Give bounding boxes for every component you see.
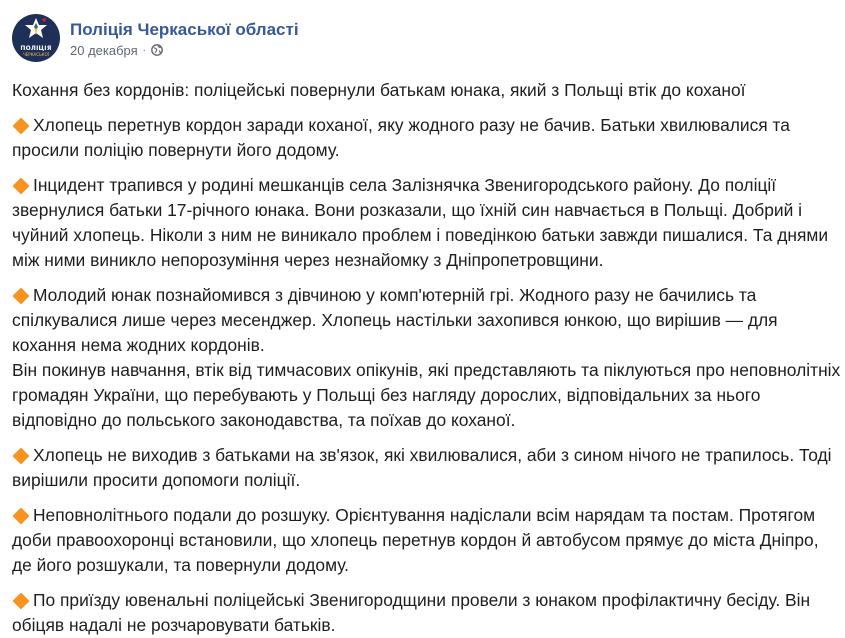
post-text	[0, 66, 845, 638]
line-text: Неповнолітнього подали до розшуку. Орієнтування надіслали всім нарядам та постам. Протягом	[33, 505, 816, 525]
post-paragraph	[12, 78, 835, 103]
orange-diamond-icon	[13, 177, 30, 194]
paragraph-line	[12, 613, 835, 638]
paragraph-line	[12, 528, 835, 553]
line-text: По приїзду ювенальні поліцейські Звенигородщини провели з юнаком профілактичну бесіду. Він	[33, 590, 811, 610]
orange-diamond-icon	[13, 117, 30, 134]
paragraph-line	[12, 553, 835, 578]
line-text: Кохання без кордонів: поліцейські повернули батькам юнака, який з Польщі втік до коханої	[12, 80, 746, 100]
line-text: спілкувалися лише через месенджер. Хлопець настільки захопився юнкою, що вирішив — для	[12, 310, 778, 330]
post-paragraph	[12, 503, 835, 578]
paragraph-line	[12, 503, 835, 528]
post-paragraph	[12, 283, 841, 433]
post-date-link[interactable]: 20 декабря	[70, 42, 138, 58]
paragraph-line	[12, 588, 835, 613]
line-text: Молодий юнак познайомився з дівчиною у комп'ютерній грі. Жодного разу не бачились та	[33, 285, 757, 305]
post-subline	[70, 43, 299, 58]
paragraph-line	[12, 383, 835, 408]
line-text: звернулися батьки 17-річного юнака. Вони розказали, що їхній син навчається в Польщі. Добрий і	[12, 200, 803, 220]
paragraph-line	[12, 358, 841, 383]
page-avatar[interactable]	[12, 14, 60, 62]
line-text: чуйний хлопець. Ніколи з ним не виникало проблем і поведінкою батьки завжди пишалися. Та днями	[12, 225, 829, 245]
post-header	[0, 10, 845, 66]
post-paragraph	[12, 173, 835, 273]
paragraph-line	[12, 198, 835, 223]
post-paragraph	[12, 113, 835, 163]
paragraph-line	[12, 408, 835, 433]
line-text: вирішили просити допомоги поліції.	[12, 470, 301, 490]
line-text: між ними виникло непорозуміння через незнайомку з Дніпропетровщини.	[12, 250, 604, 270]
paragraph-line	[12, 283, 835, 308]
paragraph-line	[12, 78, 835, 103]
orange-diamond-icon	[13, 592, 30, 609]
line-text: де його розшукали, та повернули додому.	[12, 555, 350, 575]
orange-diamond-icon	[13, 447, 30, 464]
paragraph-line	[12, 333, 835, 358]
paragraph-line	[12, 113, 835, 138]
line-text: Хлопець перетнув кордон заради коханої, яку жодного разу не бачив. Батьки хвилювалися та	[33, 115, 790, 135]
orange-diamond-icon	[13, 507, 30, 524]
separator-dot: ·	[142, 44, 147, 56]
line-text: Хлопець не виходив з батьками на зв'язок, які хвилювалися, аби з сином нічого не трапилось. Тоді	[33, 445, 832, 465]
paragraph-line	[12, 248, 835, 273]
line-text: громадян України, що перебувають у Польщі без нагляду дорослих, відповідальних за нього	[12, 385, 761, 405]
paragraph-line	[12, 468, 835, 493]
post-paragraph	[12, 588, 835, 638]
line-text: Інцидент трапився у родині мешканців села Залізнячка Звенигородського району. До поліції	[33, 175, 777, 195]
line-text: просили поліцію повернути його додому.	[12, 140, 340, 160]
paragraph-line	[12, 308, 835, 333]
paragraph-line	[12, 173, 835, 198]
post-meta	[70, 19, 299, 58]
line-text: обіцяв надалі не розчаровувати батьків.	[12, 615, 336, 635]
line-text: кохання нема жодних кордонів.	[12, 335, 265, 355]
globe-icon[interactable]	[151, 44, 163, 56]
paragraph-line	[12, 138, 835, 163]
police-badge-icon	[21, 16, 51, 46]
post-paragraph	[12, 443, 835, 493]
avatar-text-top: ПОЛІЦІЯ	[20, 44, 52, 52]
paragraph-line	[12, 223, 835, 248]
line-text: Він покинув навчання, втік від тимчасових опікунів, які представляють та піклуються про неповнолітніх	[12, 360, 841, 380]
page-name-link[interactable]: Поліція Черкаської області	[70, 19, 299, 39]
avatar-text-bottom: ЧЕРКАСЬКОЇ	[23, 51, 49, 57]
orange-diamond-icon	[13, 287, 30, 304]
line-text: доби правоохоронці встановили, що хлопець перетнув кордон й автобусом прямує до міста Дніпро,	[12, 530, 819, 550]
line-text: відповідно до польського законодавства, та поїхав до коханої.	[12, 410, 516, 430]
paragraph-line	[12, 443, 835, 468]
